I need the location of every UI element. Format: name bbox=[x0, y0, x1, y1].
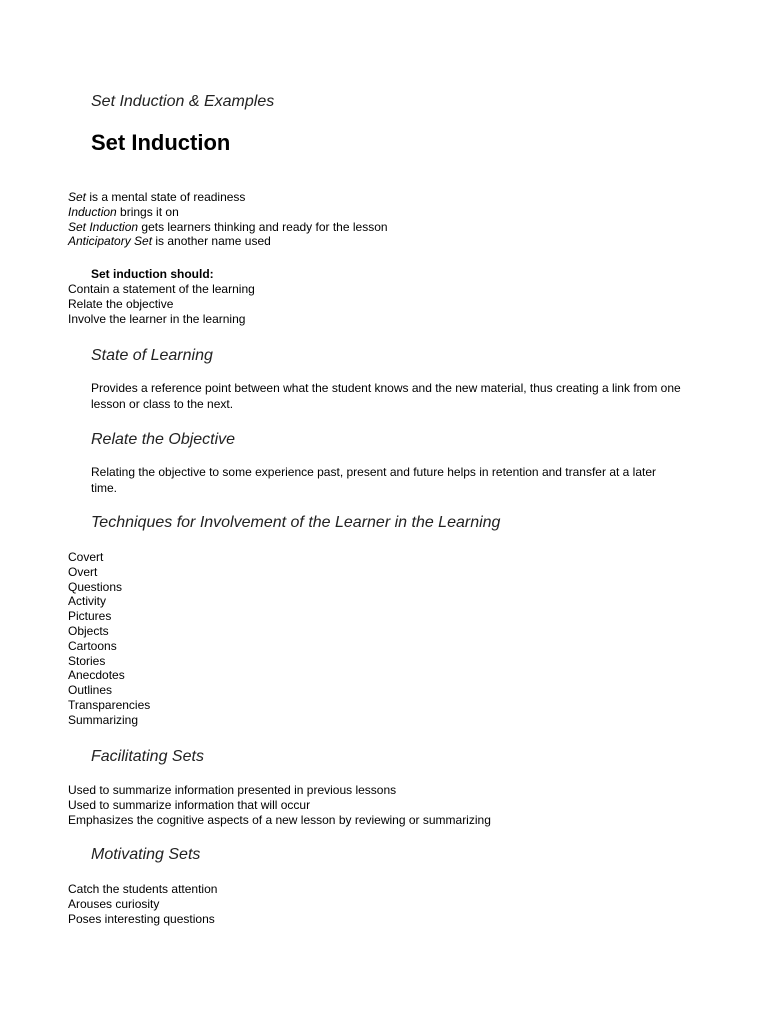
definition-line bbox=[68, 234, 388, 249]
definition-term: Set bbox=[68, 190, 87, 204]
facilitating-list bbox=[68, 783, 491, 827]
list-item: Relate the objective bbox=[68, 296, 174, 311]
list-item: Transparencies bbox=[68, 697, 151, 712]
list-item: Questions bbox=[68, 579, 123, 594]
section-heading-relate: Relate the Objective bbox=[91, 431, 236, 448]
list-item: Overt bbox=[68, 564, 98, 579]
list-item: Pictures bbox=[68, 609, 112, 624]
techniques-list bbox=[68, 550, 150, 728]
list-item: Covert bbox=[68, 550, 104, 564]
should-heading: Set induction should: bbox=[91, 267, 214, 281]
list-item: Used to summarize information presented in previous lessons bbox=[68, 783, 397, 797]
section-heading-techniques: Techniques for Involvement of the Learner in the Learning bbox=[91, 514, 501, 531]
list-item: Catch the students attention bbox=[68, 882, 218, 896]
definition-line bbox=[68, 205, 388, 220]
definition-text: brings it on bbox=[116, 204, 179, 219]
list-item: Poses interesting questions bbox=[68, 911, 215, 926]
list-item: Summarizing bbox=[68, 712, 139, 727]
section-heading-facilitating: Facilitating Sets bbox=[91, 748, 204, 765]
list-item: Anecdotes bbox=[68, 668, 125, 683]
should-list bbox=[68, 282, 255, 326]
definition-text: gets learners thinking and ready for the lesson bbox=[138, 219, 388, 234]
document-title: Set Induction bbox=[91, 130, 231, 155]
definitions-block bbox=[68, 190, 388, 249]
definition-term: Induction bbox=[68, 204, 117, 219]
document-subtitle: Set Induction & Examples bbox=[91, 93, 275, 110]
definition-term: Set Induction bbox=[68, 219, 139, 234]
list-item: Arouses curiosity bbox=[68, 896, 160, 911]
definition-text: is another name used bbox=[152, 234, 271, 249]
list-item: Activity bbox=[68, 594, 107, 609]
list-item: Cartoons bbox=[68, 638, 117, 653]
definition-text: is a mental state of readiness bbox=[86, 190, 246, 204]
definition-line bbox=[68, 190, 388, 205]
list-item: Used to summarize information that will occur bbox=[68, 797, 311, 812]
list-item: Stories bbox=[68, 653, 106, 668]
state-paragraph: Provides a reference point between what the student knows and the new material, thus creating a link from one lesson or class to the next. bbox=[91, 381, 681, 411]
section-heading-state: State of Learning bbox=[91, 347, 213, 364]
list-item: Objects bbox=[68, 623, 109, 638]
list-item: Emphasizes the cognitive aspects of a new lesson by reviewing or summarizing bbox=[68, 812, 491, 827]
list-item: Outlines bbox=[68, 683, 113, 698]
list-item: Contain a statement of the learning bbox=[68, 282, 255, 296]
relate-paragraph: Relating the objective to some experience past, present and future helps in retention and transfer at a later time. bbox=[91, 465, 657, 495]
motivating-list bbox=[68, 882, 217, 926]
section-heading-motivating: Motivating Sets bbox=[91, 846, 201, 863]
list-item: Involve the learner in the learning bbox=[68, 311, 246, 326]
definition-term: Anticipatory Set bbox=[68, 234, 153, 249]
definition-line bbox=[68, 220, 388, 235]
